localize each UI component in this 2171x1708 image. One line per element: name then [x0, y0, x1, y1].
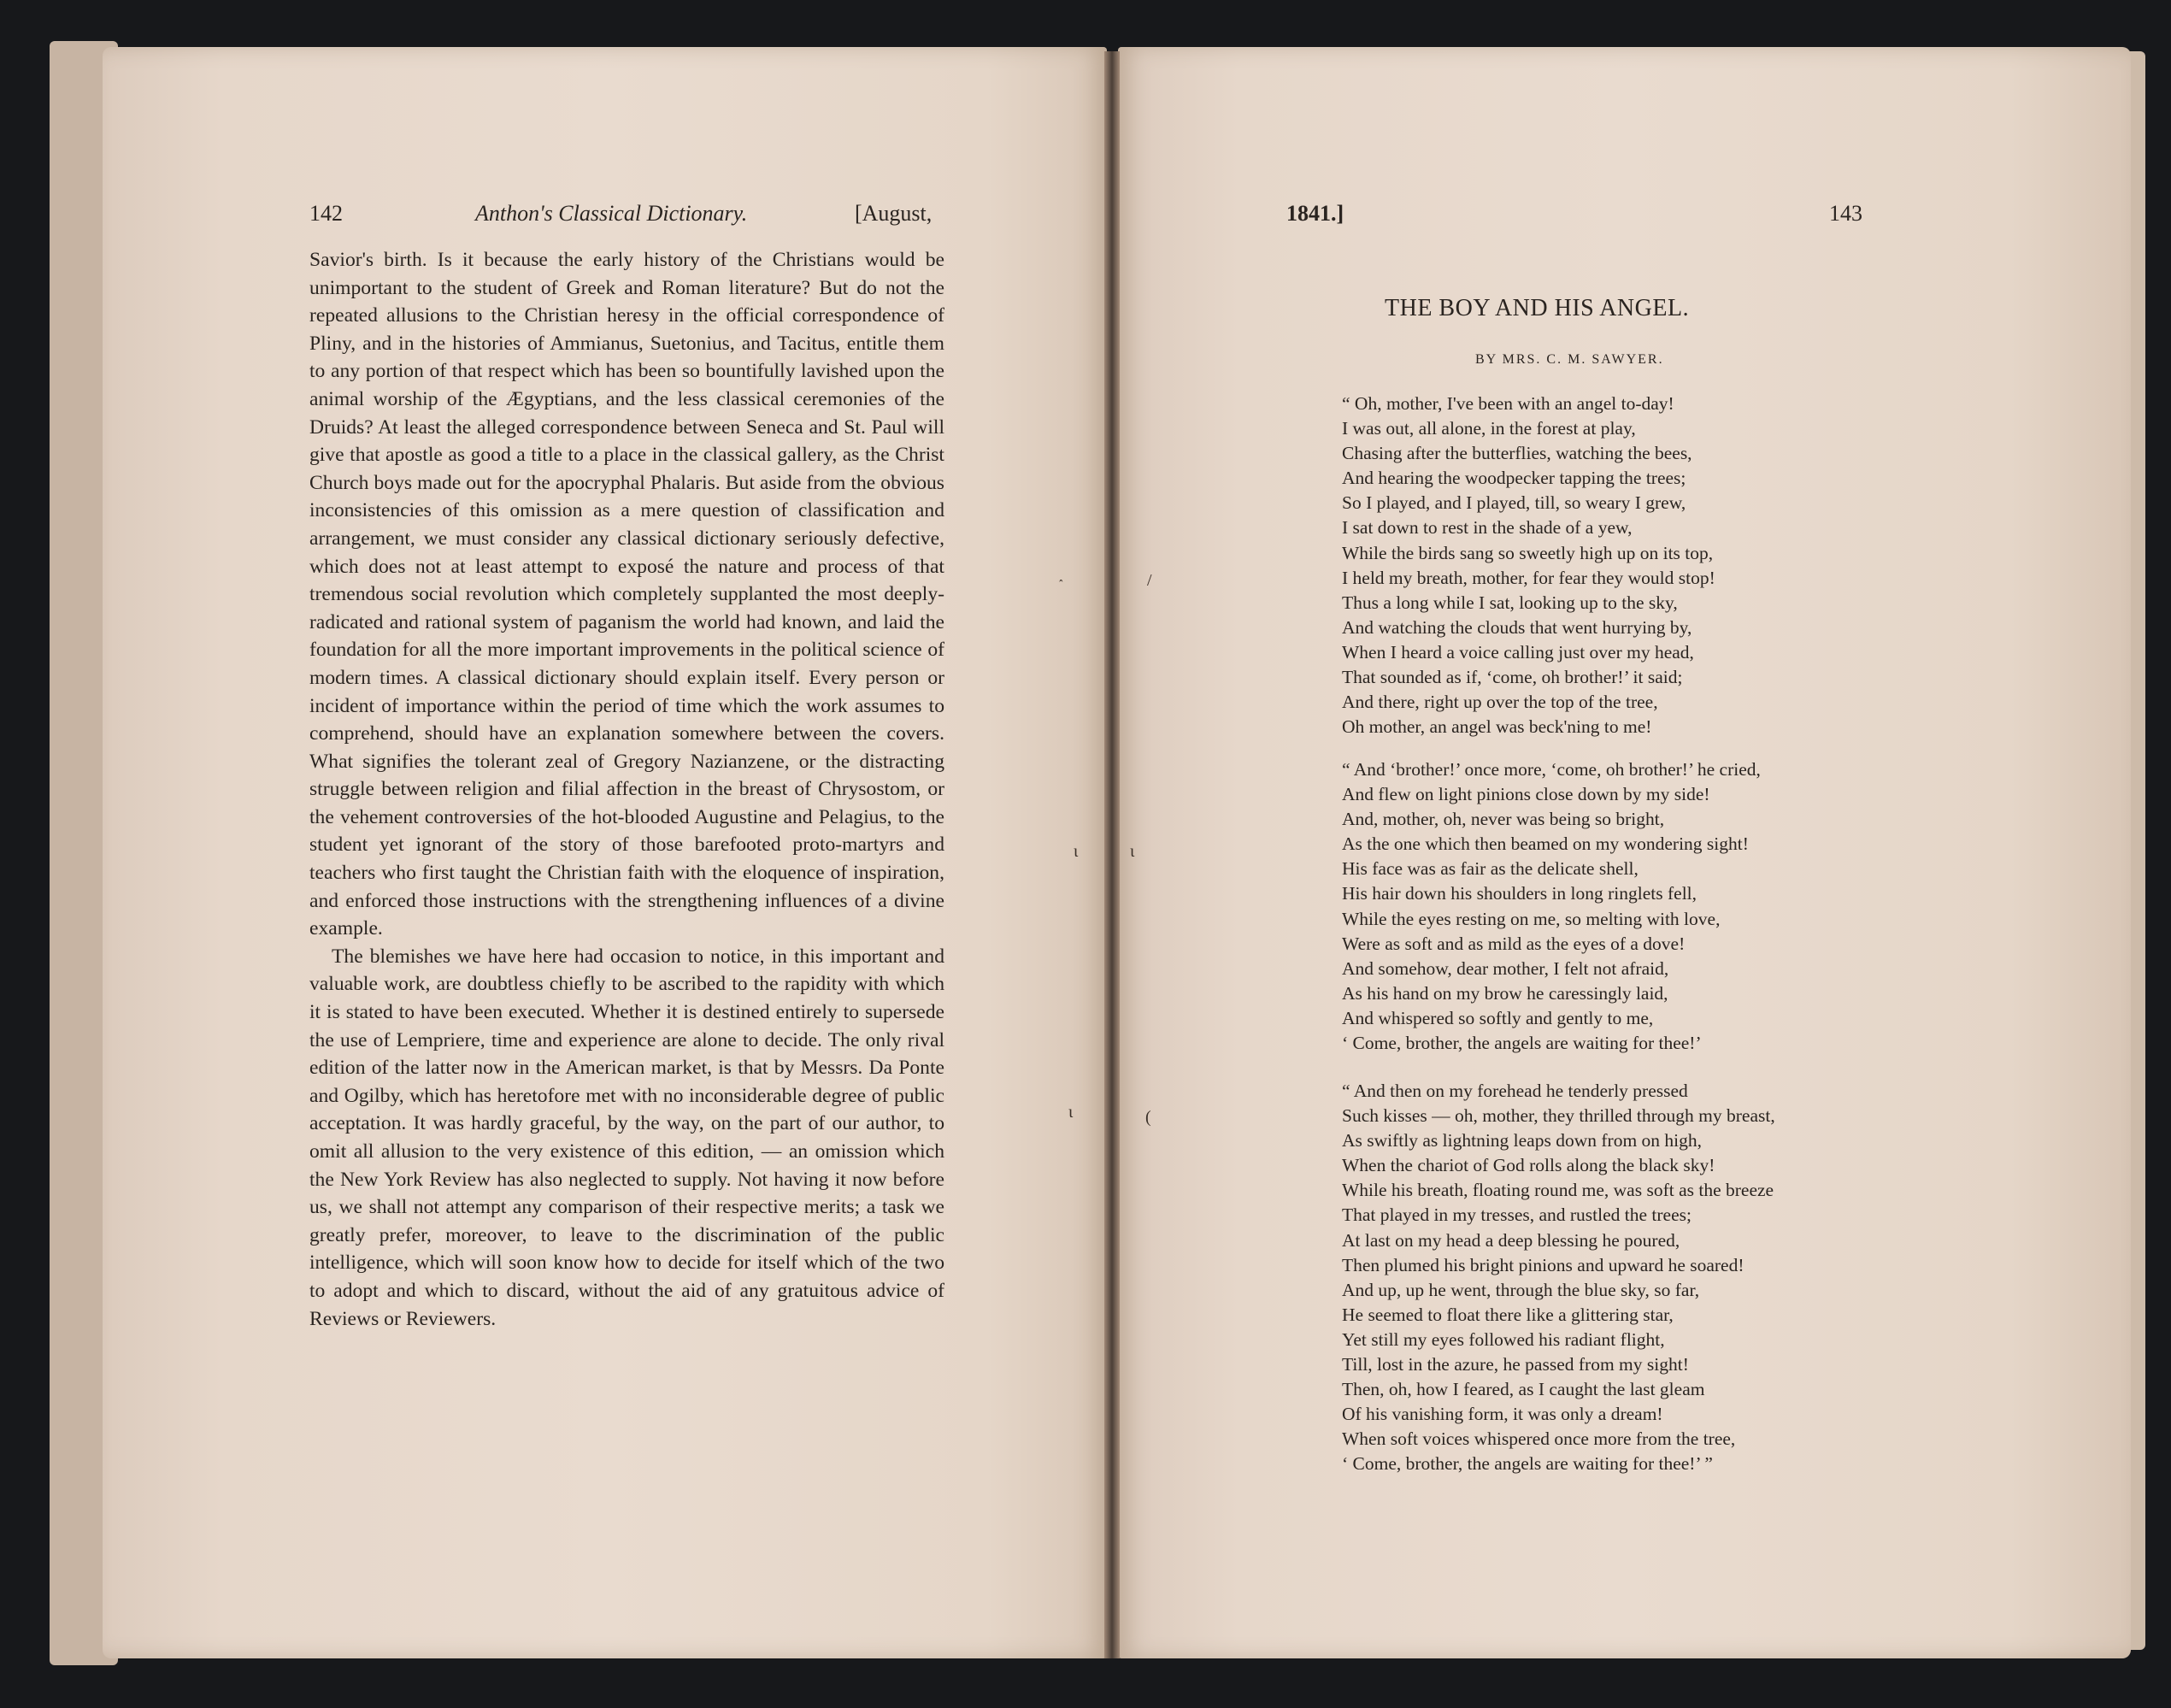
- poem-title: THE BOY AND HIS ANGEL.: [1385, 295, 1690, 321]
- ink-mark: ι: [1074, 842, 1079, 861]
- right-page-number: 143: [1829, 201, 1862, 226]
- poem-line: Yet still my eyes followed his radiant flight,: [1342, 1328, 1665, 1350]
- poem-line: “ And ‘brother!’ once more, ‘come, oh brother!’ he cried,: [1342, 759, 1761, 780]
- poem-stanza-1: [1342, 392, 1715, 739]
- poem-line: And somehow, dear mother, I felt not afraid,: [1342, 957, 1669, 979]
- ink-mark: ι: [1068, 1103, 1074, 1122]
- poem-line: I sat down to rest in the shade of a yew,: [1342, 517, 1633, 539]
- poem-line: As the one which then beamed on my wondering sight!: [1342, 833, 1749, 855]
- poem-line: Such kisses — oh, mother, they thrilled through my breast,: [1342, 1105, 1775, 1127]
- poem-line: And there, right up over the top of the tree,: [1342, 692, 1658, 713]
- ink-mark: /: [1147, 571, 1152, 590]
- poem-line: As his hand on my brow he caressingly laid,: [1342, 982, 1668, 1004]
- poem-line: “ And then on my forehead he tenderly pressed: [1342, 1081, 1688, 1101]
- poem-line: He seemed to float there like a glittering star,: [1342, 1304, 1674, 1325]
- left-page-number: 142: [309, 201, 343, 226]
- poem-line: And watching the clouds that went hurrying by,: [1342, 616, 1692, 638]
- poem-line: And flew on light pinions close down by my side!: [1342, 784, 1710, 805]
- poem-line: And hearing the woodpecker tapping the trees;: [1342, 468, 1686, 489]
- body-paragraph-1: Savior's birth. Is it because the early history of the Christians would be unimportant to the student of Greek and Roman literature? But do not the repeated allusions to the Christian heresy in the official correspondence of Pliny, and in the histories of Ammianus, Suetonius, and Tacitus, entitle them to any portion of that respect which has been so bountifully lavished upon the animal worship of the Ægyptians, and the less classical ceremonies of the Druids? At least the alleged correspondence between Seneca and St. Paul will give that apostle as good a title to a place in the classical gallery, as the Christ Church boys made out for the apocryphal Phalaris. But aside from the obvious inconsistencies of this omission as a mere question of classification and arrangement, we must consider any classical dictionary seriously defective, which does not at least attempt to exposé the nature and process of that tremendous social revolution which completely supplanted the most deeply-radicated and rational system of paganism the world had known, and laid the foundation for all the more important improvements in the political science of modern times. A classical dictionary should explain itself. Every person or incident of importance within the period of time which the work assumes to comprehend, should have an explanation somewhere between the covers. What signifies the tolerant zeal of Gregory Nazianzene, or the distracting struggle between religion and filial affection in the breast of Chrysostom, or the vehement controversies of the hot-blooded Augustine and Pelagius, to the student yet ignorant of the story of those barefooted proto-martyrs and teachers who first taught the Christian faith with the eloquence of inspiration, and enforced those instructions with the strengthening influences of a divine example.: [309, 249, 944, 940]
- poem-line: When I heard a voice calling just over my head,: [1342, 641, 1694, 663]
- poem-line: That played in my tresses, and rustled the trees;: [1342, 1204, 1691, 1226]
- ink-mark: ˰: [1058, 564, 1064, 583]
- poem-line: His face was as fair as the delicate shell,: [1342, 858, 1639, 880]
- poem-line: His hair down his shoulders in long ringlets fell,: [1342, 883, 1697, 904]
- poem-byline: BY MRS. C. M. SAWYER.: [1475, 352, 1664, 367]
- ink-mark: ι: [1130, 842, 1135, 861]
- poem-line: And up, up he went, through the blue sky, so far,: [1342, 1279, 1700, 1300]
- poem-line: As swiftly as lightning leaps down from on high,: [1342, 1130, 1703, 1151]
- poem-line: I was out, all alone, in the forest at play,: [1342, 418, 1636, 439]
- book-gutter: [1104, 51, 1120, 1658]
- poem-line: Of his vanishing form, it was only a dream!: [1342, 1404, 1663, 1425]
- poem-line: Chasing after the butterflies, watching the bees,: [1342, 443, 1692, 464]
- left-running-date: [August,: [855, 201, 933, 226]
- poem-line: I held my breath, mother, for fear they would stop!: [1342, 567, 1715, 588]
- poem-line: Till, lost in the azure, he passed from my sight!: [1342, 1354, 1689, 1375]
- left-running-title: Anthon's Classical Dictionary.: [475, 201, 748, 226]
- poem-line: So I played, and I played, till, so weary I grew,: [1342, 492, 1686, 514]
- ink-mark: (: [1145, 1108, 1151, 1127]
- body-paragraph-2: The blemishes we have here had occasion to notice, in this important and valuable work, are doubtless chiefly to be ascribed to the rapidity with which it is stated to have been executed. Whether it is destined entirely to supersede the use of Lempriere, time and experience are alone to decide. The only rival edition of the latter now in the American market, is that by Messrs. Da Ponte and Ogilby, which has heretofore met with no inconsiderable degree of public acceptation. It was hardly graceful, by the way, on the part of our author, to omit all allusion to the very existence of this edition, — an omission which the New York Review has also neglected to supply. Not having it now before us, we shall not attempt any comparison of their respective merits; a task we greatly prefer, moreover, to leave to the discrimination of the public intelligence, which will soon know how to decide for itself which of the two to adopt and which to discard, without the aid of any gratuitous advice of Reviews or Reviewers.: [309, 945, 944, 1330]
- poem-line: At last on my head a deep blessing he poured,: [1342, 1229, 1680, 1251]
- poem-line: Thus a long while I sat, looking up to the sky,: [1342, 592, 1678, 613]
- poem-line: And, mother, oh, never was being so bright,: [1342, 809, 1665, 830]
- poem-line: “ Oh, mother, I've been with an angel to-day!: [1342, 393, 1674, 414]
- poem-stanza-2: [1342, 757, 1761, 1056]
- poem-line: When soft voices whispered once more from the tree,: [1342, 1428, 1736, 1450]
- poem-stanza-3: [1342, 1079, 1775, 1477]
- poem-line: When the chariot of God rolls along the black sky!: [1342, 1155, 1715, 1176]
- right-running-date: 1841.]: [1286, 201, 1344, 226]
- poem-line: Then plumed his bright pinions and upward he soared!: [1342, 1254, 1744, 1275]
- poem-line: That sounded as if, ‘come, oh brother!’ it said;: [1342, 667, 1683, 688]
- poem-line: And whispered so softly and gently to me,: [1342, 1007, 1654, 1028]
- poem-line: Then, oh, how I feared, as I caught the last gleam: [1342, 1379, 1705, 1400]
- poem-line: Were as soft and as mild as the eyes of a dove!: [1342, 933, 1686, 954]
- poem-line: ‘ Come, brother, the angels are waiting for thee!’: [1342, 1033, 1702, 1054]
- poem-line: While the birds sang so sweetly high up on its top,: [1342, 542, 1714, 563]
- left-body-text: [309, 246, 944, 1333]
- poem-line: ‘ Come, brother, the angels are waiting for thee!’ ”: [1342, 1453, 1713, 1475]
- poem-line: While his breath, floating round me, was soft as the breeze: [1342, 1180, 1774, 1201]
- poem-line: While the eyes resting on me, so melting with love,: [1342, 908, 1721, 929]
- poem-line: Oh mother, an angel was beck'ning to me!: [1342, 716, 1652, 738]
